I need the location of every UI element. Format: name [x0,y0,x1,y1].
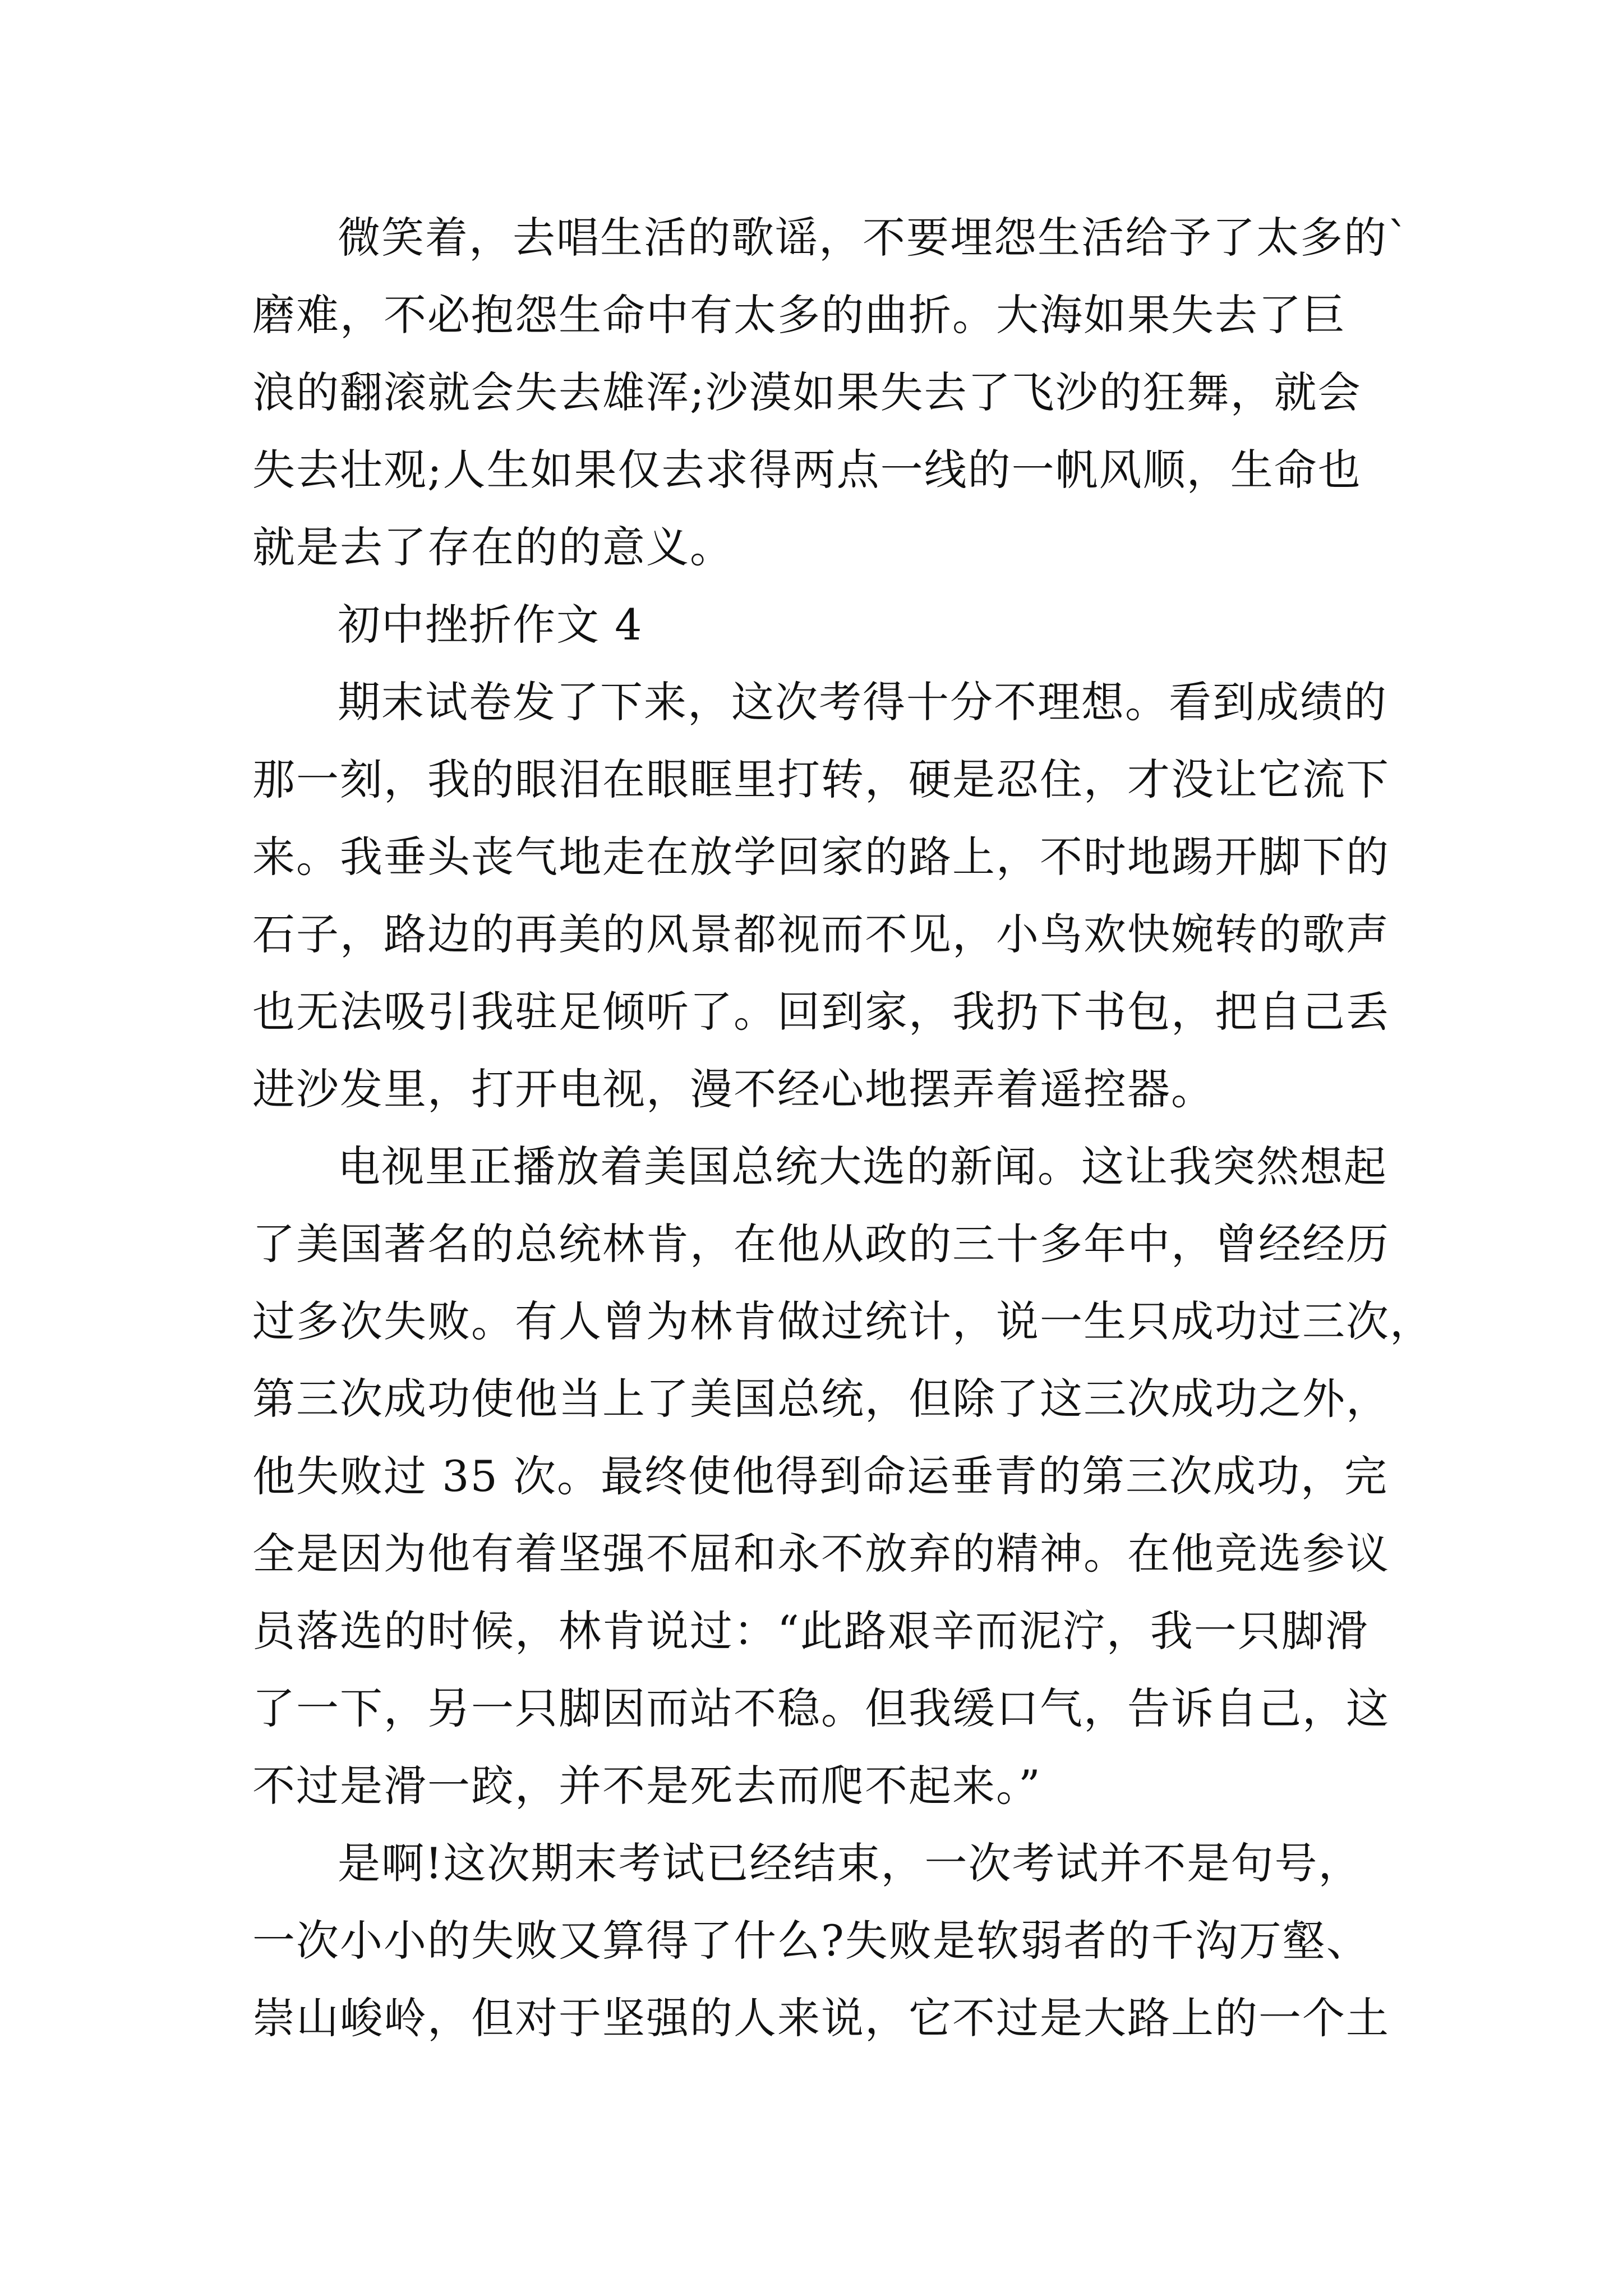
text-line: 全是因为他有着坚强不屈和永不放弃的精神。在他竞选参议 [252,1529,1390,1579]
text-line: 一次小小的失败又算得了什么?失败是软弱者的千沟万壑、 [252,1916,1370,1966]
text-line: 崇山峻岭，但对于坚强的人来说，它不过是大路上的一个土 [252,1993,1390,2043]
paragraph-smile [252,199,1410,586]
text-line: 石子，路边的再美的风景都视而不见，小鸟欢快婉转的歌声 [252,909,1390,959]
text-line: 那一刻，我的眼泪在眼眶里打转，硬是忍住，才没让它流下 [252,754,1390,804]
text-line: 电视里正播放着美国总统大选的新闻。这让我突然想起 [338,1142,1387,1191]
text-line: 微笑着，去唱生活的歌谣，不要埋怨生活给予了太多的` [338,213,1410,263]
text-line: 就是去了存在的的意义。 [252,522,734,572]
text-line: 不过是滑一跤，并不是死去而爬不起来。” [252,1761,1041,1811]
text-line: 了美国著名的总统林肯，在他从政的三十多年中，曾经经历 [252,1219,1390,1269]
text-line: 期末试卷发了下来，这次考得十分不理想。看到成绩的 [338,677,1387,727]
text-line: 来。我垂头丧气地走在放学回家的路上，不时地踢开脚下的 [252,832,1390,882]
text-line: 过多次失败。有人曾为林肯做过统计，说一生只成功过三次， [252,1296,1433,1346]
text-line: 磨难，不必抱怨生命中有太多的曲折。大海如果失去了巨 [252,290,1346,340]
essay-title-text: 初中挫折作文 4 [338,600,643,650]
text-line: 第三次成功使他当上了美国总统，但除了这三次成功之外， [252,1374,1390,1424]
text-line: 浪的翻滚就会失去雄浑;沙漠如果失去了飞沙的狂舞，就会 [252,367,1362,417]
document-body [252,199,1433,2057]
text-line: 是啊!这次期末考试已经结束，一次考试并不是句号， [338,1838,1362,1888]
text-line: 也无法吸引我驻足倾听了。回到家，我扔下书包，把自己丢 [252,987,1390,1037]
paragraph-lincoln [252,1128,1433,1825]
text-line: 进沙发里，打开电视，漫不经心地摆弄着遥控器。 [252,1064,1215,1114]
essay-title [252,586,1391,664]
text-line: 失去壮观;人生如果仅去求得两点一线的一帆风顺，生命也 [252,445,1362,495]
text-line: 他失败过 35 次。最终使他得到命运垂青的第三次成功，完 [252,1451,1389,1501]
paragraph-exam [252,664,1391,1128]
paragraph-reflection [252,1825,1391,2057]
text-line: 员落选的时候，林肯说过：“此路艰辛而泥泞，我一只脚滑 [252,1606,1369,1656]
text-line: 了一下，另一只脚因而站不稳。但我缓口气，告诉自己，这 [252,1683,1390,1733]
